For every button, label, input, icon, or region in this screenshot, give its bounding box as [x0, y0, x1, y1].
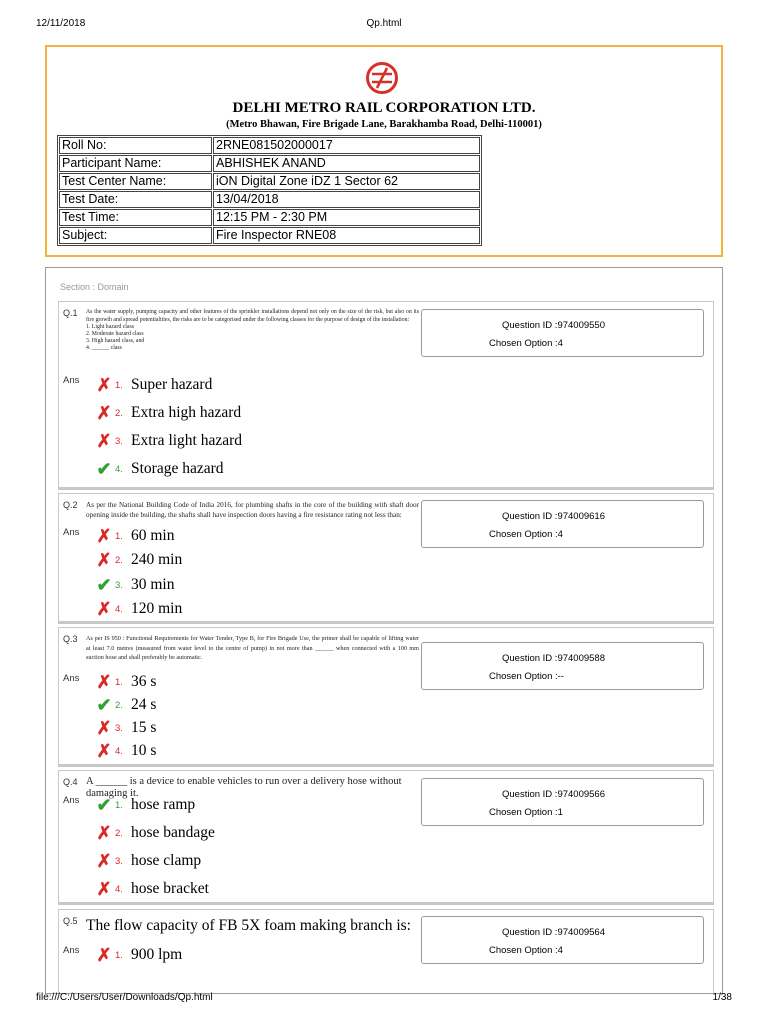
question-text: The flow capacity of FB 5X foam making branch is: [86, 917, 411, 934]
option-text: 240 min [131, 551, 183, 568]
print-filename: Qp.html [366, 18, 402, 29]
section-title: Section : Domain [60, 282, 129, 292]
answer-label: Ans [63, 527, 80, 538]
question-number: Q.3 [63, 634, 78, 644]
question-body: As the water supply, pumping capacity and other features of the sprinkler installations depend not only on the size of the risk, but also on its fire growth and spread potentialities, the risks are to be categorised under the following classes for the purpose of design of the installation: [86, 309, 419, 323]
option-2 [94, 402, 241, 424]
option-2 [94, 822, 215, 844]
cross-icon: ✗ [96, 431, 112, 451]
cross-icon: ✗ [96, 550, 112, 570]
chosen-option: Chosen Option :-- [489, 671, 564, 682]
option-3 [94, 430, 242, 452]
cross-icon: ✗ [96, 879, 112, 899]
question-list [86, 324, 419, 352]
question-id-box [421, 642, 704, 690]
question-card [58, 770, 714, 905]
question-id: Question ID :974009588 [502, 653, 605, 664]
option-text: Storage hazard [131, 460, 224, 477]
question-number: Q.2 [63, 500, 78, 510]
option-text: 60 min [131, 527, 175, 544]
info-row-date [59, 191, 480, 208]
question-id: Question ID :974009566 [502, 789, 605, 800]
info-row-name [59, 155, 480, 172]
chosen-option: Chosen Option :4 [489, 338, 563, 349]
info-label: Roll No: [59, 137, 212, 154]
answer-label: Ans [63, 673, 80, 684]
option-3 [94, 574, 175, 596]
option-number: 1. [115, 676, 123, 688]
chosen-option: Chosen Option :4 [489, 529, 563, 540]
print-footer [36, 992, 732, 1006]
option-4 [94, 740, 156, 762]
question-id-box [421, 500, 704, 548]
option-text: Super hazard [131, 376, 213, 393]
chosen-option: Chosen Option :1 [489, 807, 563, 818]
answer-label: Ans [63, 375, 80, 386]
question-card [58, 627, 714, 767]
section-domain [45, 267, 723, 994]
chosen-option: Chosen Option :4 [489, 945, 563, 956]
question-text: As per IS 950 : Functional Requirements for Water Tender, Type B, for Fire Brigade Use, the primer shall be capable of lifting water at least 7.0 metres (measured from water level to the centre of pump) in not more than ______ when connected with a 100 mm suction hose and shall preferably be automatic. [86, 635, 419, 661]
option-text: 36 s [131, 673, 157, 690]
option-text: 120 min [131, 600, 183, 617]
info-value: Fire Inspector RNE08 [213, 227, 480, 244]
candidate-info-table [57, 135, 482, 246]
option-1 [94, 794, 195, 816]
answer-label: Ans [63, 795, 80, 806]
check-icon: ✔ [96, 459, 112, 479]
list-item: 3. High hazard class, and [86, 338, 145, 344]
check-icon: ✔ [96, 695, 112, 715]
dmrc-logo-icon [365, 61, 399, 95]
option-number: 1. [115, 799, 123, 811]
print-header [36, 18, 732, 32]
org-name: DELHI METRO RAIL CORPORATION LTD. [232, 100, 536, 116]
info-label: Participant Name: [59, 155, 212, 172]
option-text: 24 s [131, 696, 157, 713]
cross-icon: ✗ [96, 945, 112, 965]
option-text: 15 s [131, 719, 157, 736]
question-card [58, 909, 714, 994]
option-1 [94, 525, 175, 547]
org-address: (Metro Bhawan, Fire Brigade Lane, Barakhamba Road, Delhi-110001) [226, 119, 542, 130]
option-2 [94, 694, 156, 716]
print-date: 12/11/2018 [36, 18, 86, 29]
option-3 [94, 850, 201, 872]
option-text: hose bracket [131, 880, 209, 897]
cross-icon: ✗ [96, 375, 112, 395]
cross-icon: ✗ [96, 718, 112, 738]
option-4 [94, 458, 224, 480]
option-1 [94, 944, 182, 966]
option-number: 3. [115, 855, 123, 867]
info-value: iON Digital Zone iDZ 1 Sector 62 [213, 173, 480, 190]
question-number: Q.1 [63, 308, 78, 318]
cross-icon: ✗ [96, 672, 112, 692]
question-id-box [421, 309, 704, 357]
cross-icon: ✗ [96, 403, 112, 423]
option-number: 3. [115, 435, 123, 447]
option-text: 900 lpm [131, 946, 183, 963]
info-row-roll [59, 137, 480, 154]
option-number: 1. [115, 379, 123, 391]
question-text: As per the National Building Code of India 2016, for plumbing shafts in the core of the building with shaft door opening inside the building, the shafts shall have inspection doors having a fire resistance rating not less than: [86, 501, 419, 519]
question-id: Question ID :974009564 [502, 927, 605, 938]
option-2 [94, 549, 182, 571]
info-row-time [59, 209, 480, 226]
list-item: 1. Light hazard class [86, 324, 134, 330]
question-id-box [421, 916, 704, 964]
info-label: Test Time: [59, 209, 212, 226]
option-number: 3. [115, 722, 123, 734]
info-label: Subject: [59, 227, 212, 244]
option-text: hose bandage [131, 824, 215, 841]
info-row-center [59, 173, 480, 190]
info-value: 2RNE081502000017 [213, 137, 480, 154]
option-number: 4. [115, 463, 123, 475]
list-item: 2. Moderate hazard class [86, 331, 144, 337]
check-icon: ✔ [96, 575, 112, 595]
cross-icon: ✗ [96, 823, 112, 843]
info-value: 13/04/2018 [213, 191, 480, 208]
option-number: 4. [115, 603, 123, 615]
question-id: Question ID :974009550 [502, 320, 605, 331]
option-number: 1. [115, 949, 123, 961]
option-number: 2. [115, 699, 123, 711]
question-id-box [421, 778, 704, 826]
check-icon: ✔ [96, 795, 112, 815]
option-text: Extra high hazard [131, 404, 242, 421]
info-value: ABHISHEK ANAND [213, 155, 480, 172]
option-1 [94, 374, 212, 396]
question-number: Q.4 [63, 777, 78, 787]
option-text: hose ramp [131, 796, 196, 813]
question-text: A ______ is a device to enable vehicles to run over a delivery hose without damaging it. [86, 776, 402, 799]
option-number: 4. [115, 745, 123, 757]
option-number: 3. [115, 579, 123, 591]
option-text: 30 min [131, 576, 175, 593]
question-id: Question ID :974009616 [502, 511, 605, 522]
option-4 [94, 598, 182, 620]
option-number: 2. [115, 407, 123, 419]
option-1 [94, 671, 156, 693]
question-text [86, 308, 419, 352]
candidate-header [45, 45, 723, 257]
info-label: Test Center Name: [59, 173, 212, 190]
print-page-number: 1/38 [712, 992, 732, 1003]
option-number: 4. [115, 883, 123, 895]
cross-icon: ✗ [96, 741, 112, 761]
option-text: hose clamp [131, 852, 202, 869]
info-row-subject [59, 227, 480, 244]
option-number: 2. [115, 554, 123, 566]
question-number: Q.5 [63, 916, 78, 926]
cross-icon: ✗ [96, 851, 112, 871]
option-4 [94, 878, 209, 900]
option-3 [94, 717, 156, 739]
list-item: 4. ______ class [86, 345, 122, 351]
option-number: 1. [115, 530, 123, 542]
cross-icon: ✗ [96, 599, 112, 619]
option-text: 10 s [131, 742, 157, 759]
answer-label: Ans [63, 945, 80, 956]
option-text: Extra light hazard [131, 432, 243, 449]
question-card [58, 301, 714, 490]
info-label: Test Date: [59, 191, 212, 208]
option-number: 2. [115, 827, 123, 839]
info-value: 12:15 PM - 2:30 PM [213, 209, 480, 226]
print-file-path: file:///C:/Users/User/Downloads/Qp.html [36, 992, 213, 1003]
cross-icon: ✗ [96, 526, 112, 546]
question-card [58, 493, 714, 624]
